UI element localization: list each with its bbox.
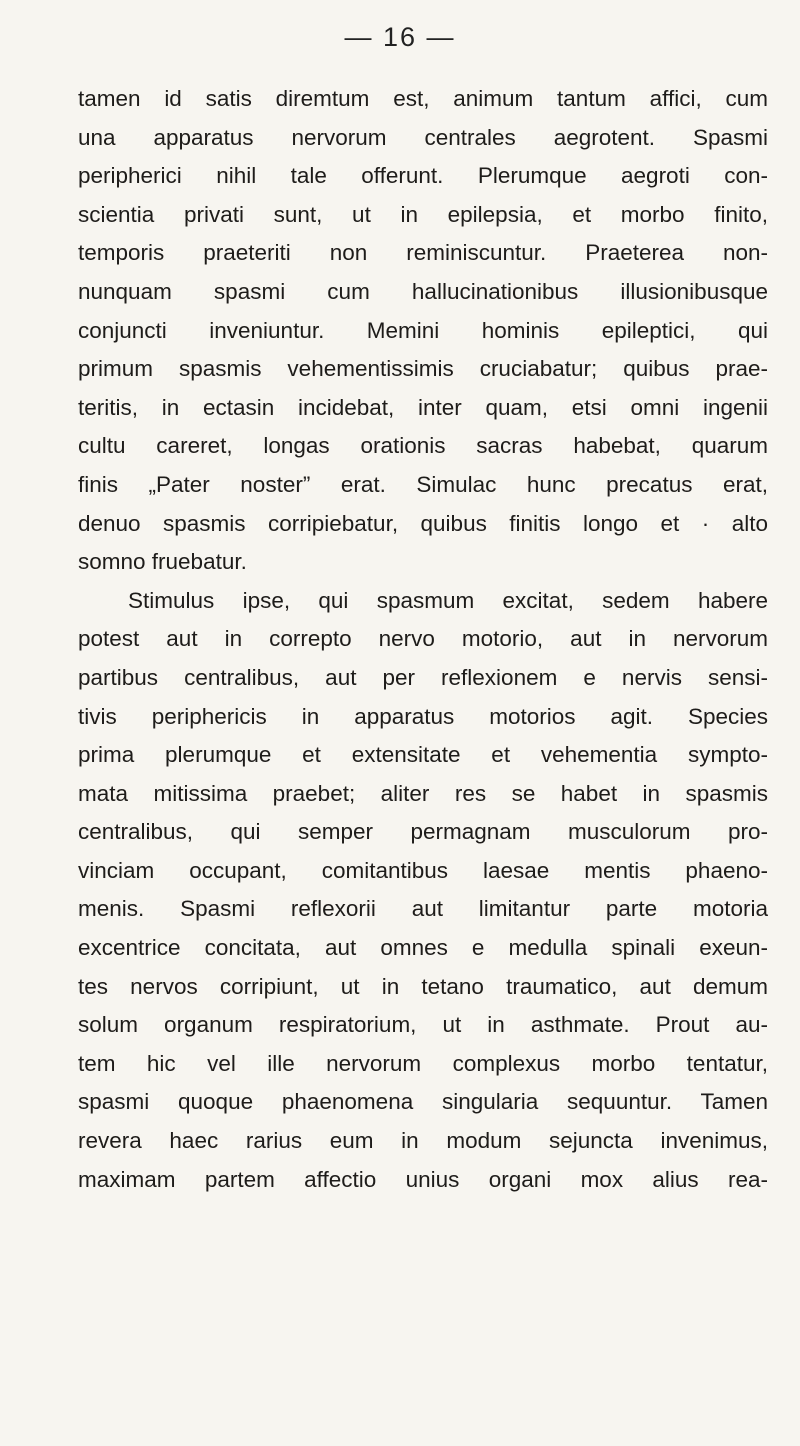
- text-line: revera haec rarius eum in modum sejuncta invenimus,: [78, 1128, 768, 1154]
- text-line: finis „Pater noster” erat. Simulac hunc precatus erat,: [78, 471, 768, 497]
- text-line: teritis, in ectasin incidebat, inter quam, etsi omni ingenii: [78, 394, 768, 420]
- text-line: menis. Spasmi reflexorii aut limitantur parte motoria: [78, 896, 768, 922]
- text-line: tivis periphericis in apparatus motorios agit. Species: [78, 703, 768, 729]
- text-line: spasmi quoque phaenomena singularia sequuntur. Tamen: [78, 1089, 768, 1115]
- text-line: tes nervos corripiunt, ut in tetano traumatico, aut demum: [78, 973, 768, 999]
- text-line: tem hic vel ille nervorum complexus morbo tentatur,: [78, 1050, 768, 1076]
- text-line: conjuncti inveniuntur. Memini hominis epileptici, qui: [78, 317, 768, 343]
- text-line: solum organum respiratorium, ut in asthmate. Prout au-: [78, 1012, 768, 1038]
- text-line: mata mitissima praebet; aliter res se habet in spasmis: [78, 780, 768, 806]
- text-line: denuo spasmis corripiebatur, quibus finitis longo et · alto: [78, 510, 768, 536]
- text-line: maximam partem affectio unius organi mox alius rea-: [78, 1166, 768, 1192]
- text-line: primum spasmis vehementissimis cruciabatur; quibus prae-: [78, 356, 768, 382]
- text-line: Stimulus ipse, qui spasmum excitat, sedem habere: [128, 587, 768, 613]
- text-line: una apparatus nervorum centrales aegrotent. Spasmi: [78, 124, 768, 150]
- text-line: peripherici nihil tale offerunt. Plerumque aegroti con-: [78, 163, 768, 189]
- page-number: — 16 —: [344, 22, 456, 52]
- text-line: prima plerumque et extensitate et vehementia sympto-: [78, 742, 768, 768]
- body-text: [78, 80, 768, 1199]
- text-line: excentrice concitata, aut omnes e medulla spinali exeun-: [78, 935, 768, 961]
- text-line: temporis praeteriti non reminiscuntur. Praeterea non-: [78, 240, 768, 266]
- text-line: partibus centralibus, aut per reflexionem e nervis sensi-: [78, 664, 768, 690]
- paragraph-1: [78, 80, 768, 582]
- text-line: somno fruebatur.: [78, 549, 247, 575]
- text-line: nunquam spasmi cum hallucinationibus illusionibusque: [78, 278, 768, 304]
- text-line: scientia privati sunt, ut in epilepsia, et morbo finito,: [78, 201, 768, 227]
- text-line: cultu careret, longas orationis sacras habebat, quarum: [78, 433, 768, 459]
- text-line: centralibus, qui semper permagnam musculorum pro-: [78, 819, 768, 845]
- text-line: tamen id satis diremtum est, animum tantum affici, cum: [78, 86, 768, 111]
- text-line: potest aut in correpto nervo motorio, aut in nervorum: [78, 626, 768, 652]
- text-line: vinciam occupant, comitantibus laesae mentis phaeno-: [78, 857, 768, 883]
- paragraph-2: [78, 582, 768, 1200]
